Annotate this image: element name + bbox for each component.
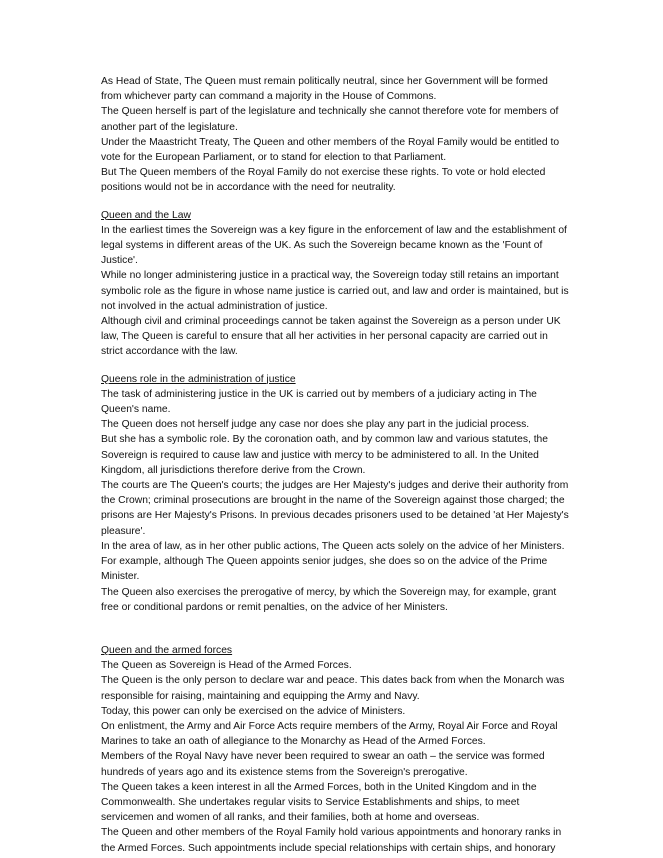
section-heading-armed-forces: Queen and the armed forces bbox=[101, 644, 233, 656]
paragraph: The Queen herself is part of the legislature and technically she cannot therefore vote for members of another part of the legislature. bbox=[101, 106, 559, 133]
section-heading-justice: Queens role in the administration of justice bbox=[101, 373, 296, 385]
paragraph: The courts are The Queen's courts; the judges are Her Majesty's judges and derive their authority from the Crown; criminal prosecutions are brought in the name of the Sovereign against those charged; the prisons are Her Majesty's Prisons. In previous decades prisoners used to be detained 'at Her Majesty's pleasure'. bbox=[101, 480, 569, 537]
paragraph: The Queen is the only person to declare war and peace. This dates back from when the Monarch was responsible for raising, maintaining and equipping the Army and Navy. bbox=[101, 675, 565, 702]
paragraph: On enlistment, the Army and Air Force Acts require members of the Army, Royal Air Force and Royal Marines to take an oath of allegiance to the Monarchy as Head of the Armed Forces. bbox=[101, 720, 558, 748]
paragraph: The Queen and other members of the Royal Family hold various appointments and honorary ranks in the Armed Forces. Such appointments include special relationships with certain ships, and honorary bbox=[101, 827, 562, 854]
paragraph: Members of the Royal Navy have never been required to swear an oath – the service was formed hundreds of years ago and its existence stems from the Sovereign's prerogative. bbox=[101, 751, 545, 778]
paragraph: But The Queen members of the Royal Family do not exercise these rights. To vote or hold elected positions would not be in accordance with the need for neutrality. bbox=[101, 167, 546, 194]
paragraph: The task of administering justice in the UK is carried out by members of a judiciary acting in The Queen's name. bbox=[101, 388, 537, 416]
document-body bbox=[101, 74, 571, 856]
paragraph: While no longer administering justice in a practical way, the Sovereign today still retains an important symbolic role as the figure in whose name justice is carried out, and law and order is maintained, but is not involved in the actual administration of justice. bbox=[101, 270, 569, 312]
section-heading-law: Queen and the Law bbox=[101, 209, 191, 221]
paragraph: The Queen also exercises the prerogative of mercy, by which the Sovereign may, for example, grant free or conditional pardons or remit penalties, on the advice of her Ministers. bbox=[101, 586, 557, 613]
paragraph: Although civil and criminal proceedings cannot be taken against the Sovereign as a person under UK law, The Queen is careful to ensure that all her activities in her personal capacity are carried out in strict accordance with the law. bbox=[101, 316, 561, 358]
paragraph: In the area of law, as in her other public actions, The Queen acts solely on the advice of her Ministers. For example, although The Queen appoints senior judges, she does so on the advice of the Prime Minister. bbox=[101, 540, 565, 583]
paragraph: Under the Maastricht Treaty, The Queen and other members of the Royal Family would be entitled to vote for the European Parliament, or to stand for election to that Parliament. bbox=[101, 136, 560, 164]
paragraph: In the earliest times the Sovereign was a key figure in the enforcement of law and the establishment of legal systems in different areas of the UK. As such the Sovereign became known as the 'Fount of Justice'. bbox=[101, 224, 567, 267]
paragraph: The Queen takes a keen interest in all the Armed Forces, both in the United Kingdom and in the Commonwealth. She undertakes regular visits to Service Establishments and ships, to meet servicemen and women of all ranks, and their families, both at home and overseas. bbox=[101, 781, 537, 824]
paragraph: But she has a symbolic role. By the coronation oath, and by common law and various statutes, the Sovereign is required to cause law and justice with mercy to be administered to all. In the United Kingdom, all jurisdictions therefore derive from the Crown. bbox=[101, 434, 549, 476]
paragraph: The Queen does not herself judge any case nor does she play any part in the judicial process. bbox=[101, 419, 530, 431]
paragraph: Today, this power can only be exercised on the advice of Ministers. bbox=[101, 705, 406, 717]
paragraph: As Head of State, The Queen must remain politically neutral, since her Government will be formed from whichever party can command a majority in the House of Commons. bbox=[101, 76, 548, 103]
paragraph: The Queen as Sovereign is Head of the Armed Forces. bbox=[101, 660, 352, 672]
